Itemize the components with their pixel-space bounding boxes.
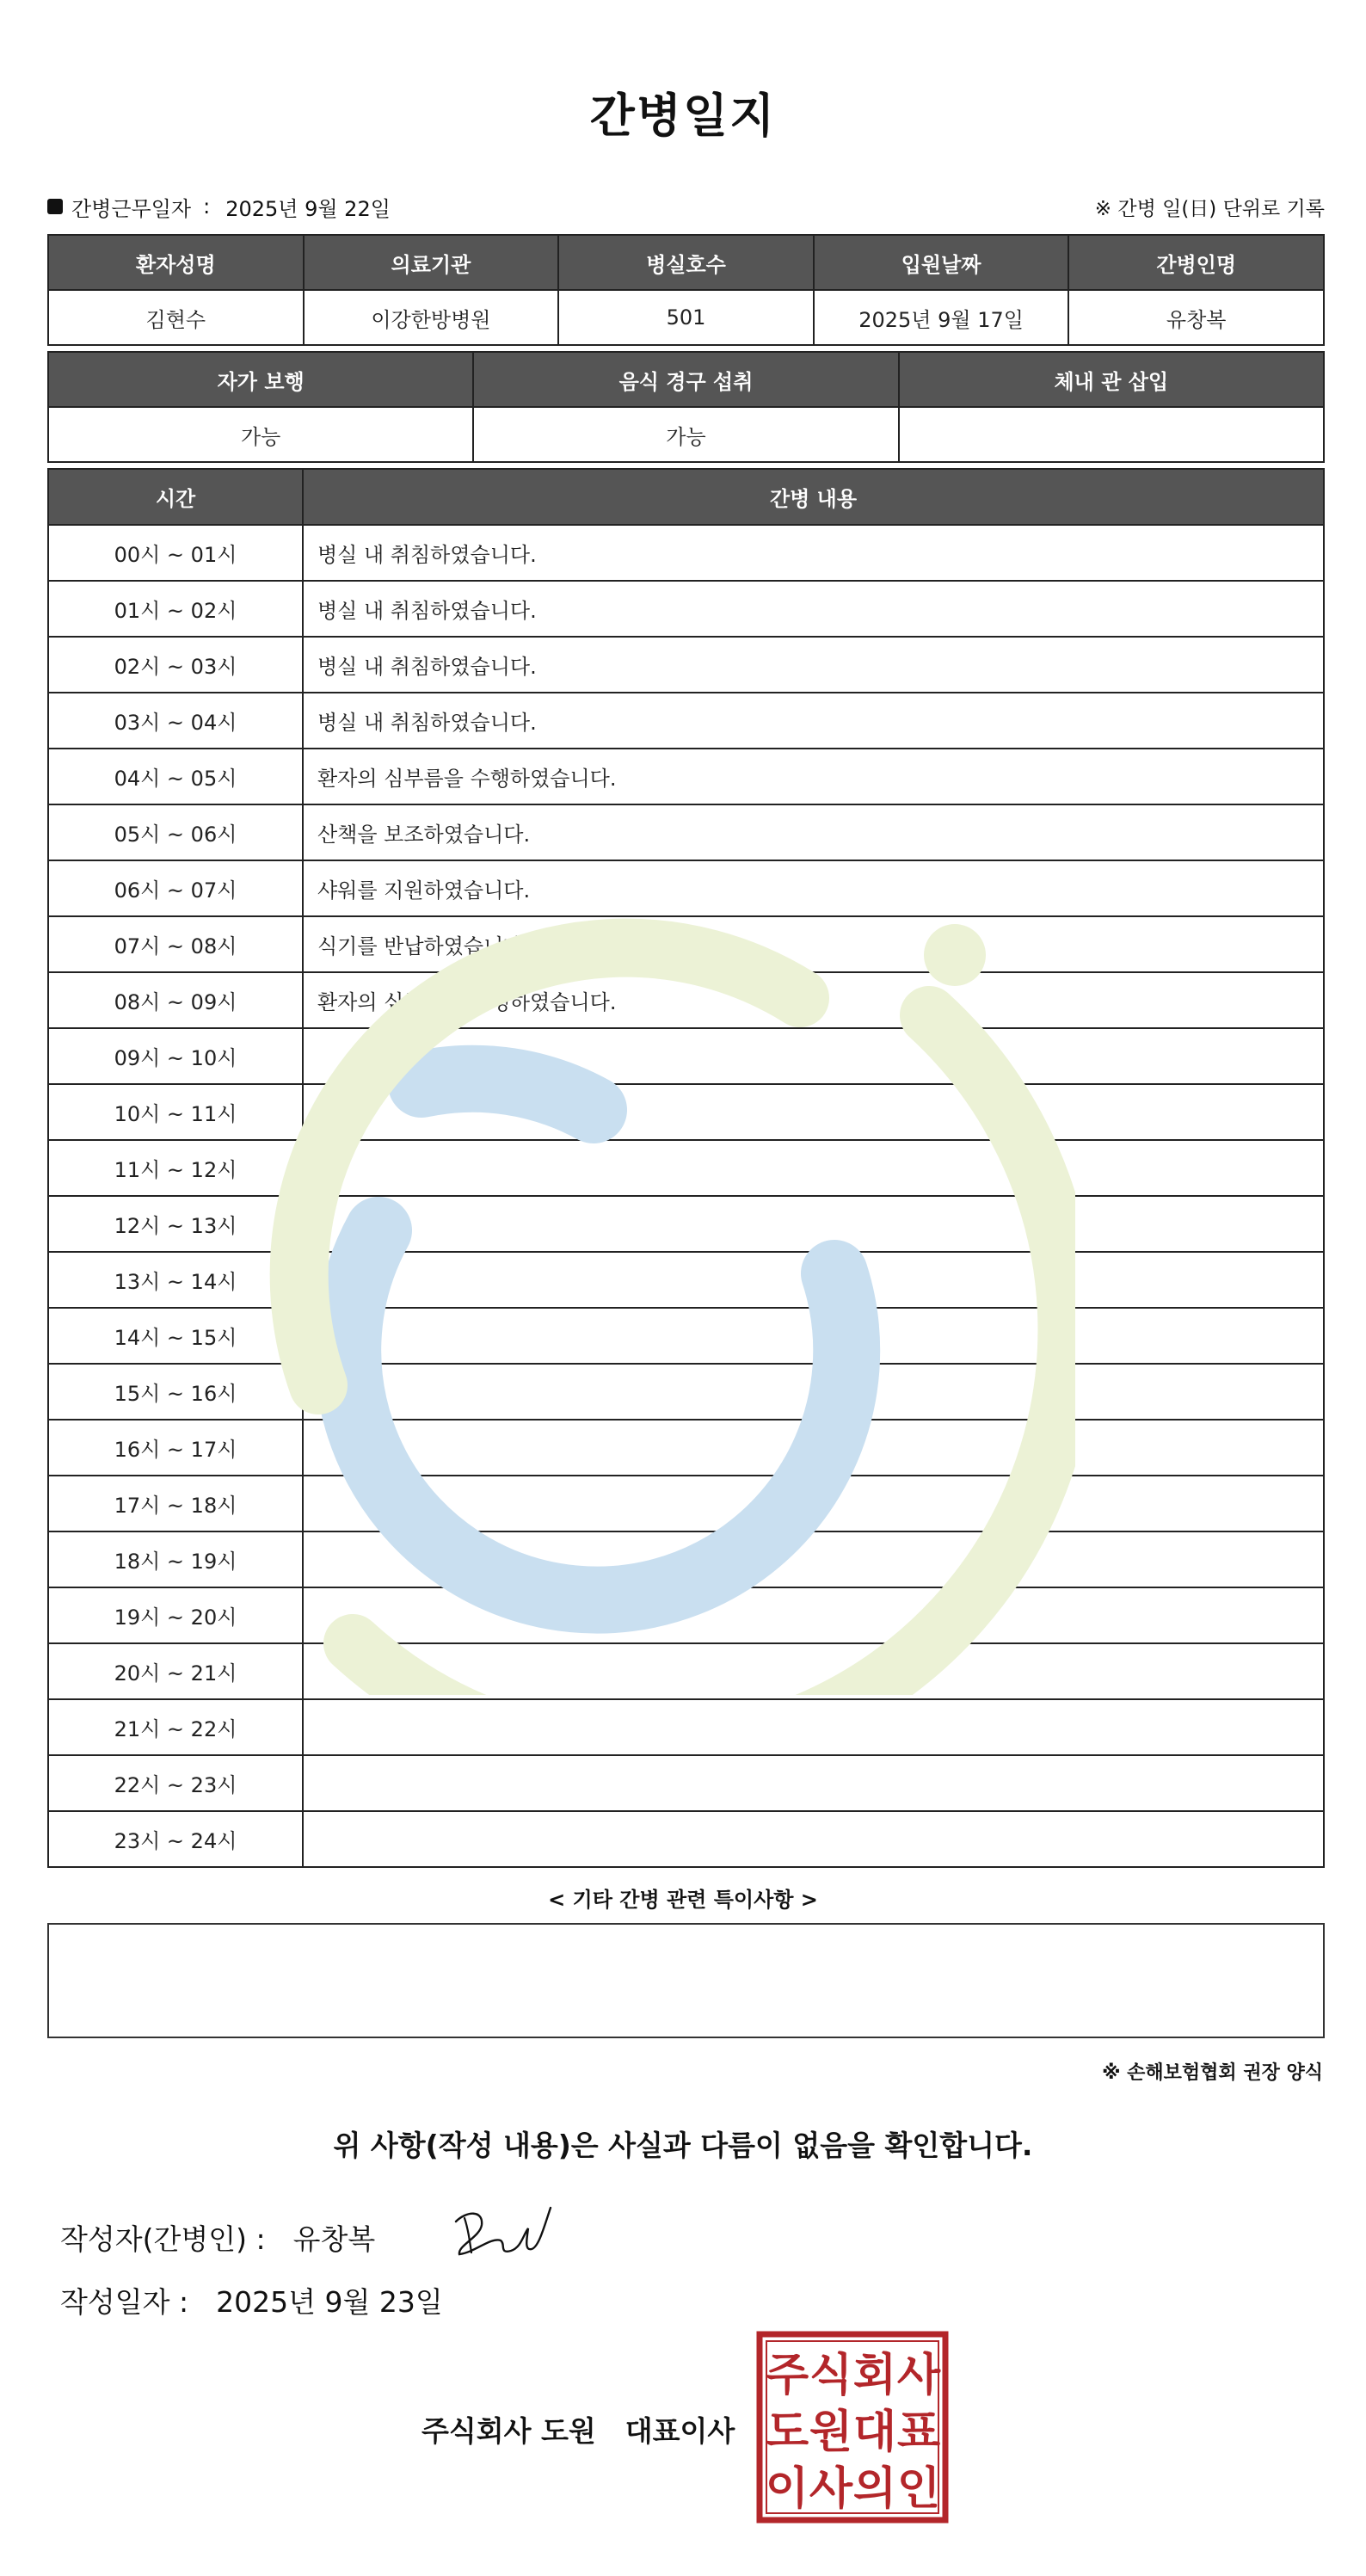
log-time-cell: 06시 ~ 07시 (48, 860, 303, 916)
hourly-care-log-table (47, 468, 1325, 1868)
written-date-row (60, 2280, 443, 2320)
log-row (48, 749, 1324, 804)
patient-name-header: 환자성명 (48, 235, 304, 290)
log-content-cell (303, 1028, 1324, 1084)
log-content-cell (303, 1699, 1324, 1755)
log-time-cell: 20시 ~ 21시 (48, 1643, 303, 1699)
admission-date-value: 2025년 9월 17일 (814, 290, 1069, 345)
log-header-row (48, 469, 1324, 525)
log-row (48, 1420, 1324, 1476)
seal-character: 원 (809, 2407, 853, 2458)
log-time-cell: 14시 ~ 15시 (48, 1308, 303, 1364)
log-content-cell (303, 1587, 1324, 1643)
company-representative: 대표이사 (625, 2414, 735, 2448)
work-date-group (47, 192, 391, 222)
writer-name: 유창복 (292, 2222, 376, 2256)
log-time-cell: 07시 ~ 08시 (48, 916, 303, 972)
company-seal-stamp-icon (755, 2330, 950, 2524)
log-row (48, 1364, 1324, 1420)
log-content-cell (303, 1364, 1324, 1420)
log-row (48, 637, 1324, 693)
log-content-cell (303, 1196, 1324, 1252)
log-time-cell: 17시 ~ 18시 (48, 1476, 303, 1531)
work-date-value: 2025년 9월 22일 (225, 196, 391, 221)
log-row (48, 1811, 1324, 1867)
log-row (48, 1643, 1324, 1699)
log-row (48, 693, 1324, 749)
log-content-cell (303, 1252, 1324, 1308)
room-number-value: 501 (558, 290, 814, 345)
ability-header-row (48, 352, 1324, 407)
log-time-cell: 09시 ~ 10시 (48, 1028, 303, 1084)
internal-tube-value (899, 407, 1324, 462)
log-row (48, 804, 1324, 860)
log-time-cell: 02시 ~ 03시 (48, 637, 303, 693)
seal-character: 회 (852, 2350, 897, 2401)
log-content-cell: 환자의 심부름을 수행하였습니다. (303, 972, 1324, 1028)
seal-character: 이 (765, 2463, 809, 2515)
log-content-cell (303, 1531, 1324, 1587)
log-time-cell: 13시 ~ 14시 (48, 1252, 303, 1308)
log-content-cell (303, 1755, 1324, 1811)
log-content-cell: 식기를 반납하였습니다. (303, 916, 1324, 972)
log-time-cell: 22시 ~ 23시 (48, 1755, 303, 1811)
log-content-cell: 환자의 심부름을 수행하였습니다. (303, 749, 1324, 804)
log-time-cell: 08시 ~ 09시 (48, 972, 303, 1028)
company-name: 주식회사 도원 (421, 2414, 596, 2448)
oral-intake-header: 음식 경구 섭취 (473, 352, 898, 407)
log-row (48, 1755, 1324, 1811)
written-date-label: 작성일자 : (60, 2285, 189, 2319)
self-walking-header: 자가 보행 (48, 352, 473, 407)
oral-intake-value: 가능 (473, 407, 898, 462)
company-signature-line (421, 2409, 735, 2450)
record-unit-note: ※ 간병 일(日) 단위로 기록 (1094, 197, 1325, 220)
seal-character: 인 (896, 2463, 941, 2515)
ability-value-row (48, 407, 1324, 462)
log-time-cell: 18시 ~ 19시 (48, 1531, 303, 1587)
log-time-cell: 10시 ~ 11시 (48, 1084, 303, 1140)
log-time-cell: 03시 ~ 04시 (48, 693, 303, 749)
admission-date-header: 입원날짜 (814, 235, 1069, 290)
log-content-cell (303, 1476, 1324, 1531)
seal-character: 의 (852, 2463, 897, 2515)
log-content-cell (303, 1420, 1324, 1476)
log-time-cell: 00시 ~ 01시 (48, 525, 303, 581)
log-time-cell: 04시 ~ 05시 (48, 749, 303, 804)
log-row (48, 1028, 1324, 1084)
log-row (48, 916, 1324, 972)
work-date-colon: : (203, 194, 211, 219)
log-row (48, 1084, 1324, 1140)
form-source-note: ※ 손해보험협회 권장 양식 (1102, 2062, 1323, 2084)
log-content-cell: 병실 내 취침하였습니다. (303, 581, 1324, 637)
log-content-cell (303, 1084, 1324, 1140)
log-content-cell (303, 1140, 1324, 1196)
square-bullet-icon (47, 199, 63, 214)
self-walking-value: 가능 (48, 407, 473, 462)
log-row (48, 1531, 1324, 1587)
log-content-cell: 산책을 보조하였습니다. (303, 804, 1324, 860)
log-row (48, 860, 1324, 916)
log-time-cell: 01시 ~ 02시 (48, 581, 303, 637)
remarks-box (47, 1923, 1325, 2038)
log-row (48, 581, 1324, 637)
seal-character: 주 (765, 2350, 809, 2401)
hospital-value: 이강한방병원 (304, 290, 559, 345)
log-row (48, 972, 1324, 1028)
log-row (48, 1699, 1324, 1755)
time-header: 시간 (48, 469, 303, 525)
seal-character: 식 (809, 2350, 853, 2401)
log-content-cell: 병실 내 취침하였습니다. (303, 525, 1324, 581)
log-time-cell: 15시 ~ 16시 (48, 1364, 303, 1420)
log-time-cell: 05시 ~ 06시 (48, 804, 303, 860)
log-row (48, 1252, 1324, 1308)
log-time-cell: 12시 ~ 13시 (48, 1196, 303, 1252)
patient-info-header-row (48, 235, 1324, 290)
internal-tube-header: 체내 관 삽입 (899, 352, 1324, 407)
log-time-cell: 11시 ~ 12시 (48, 1140, 303, 1196)
caregiver-name-header: 간병인명 (1068, 235, 1324, 290)
writer-row (60, 2217, 375, 2258)
log-row (48, 1587, 1324, 1643)
log-content-cell (303, 1308, 1324, 1364)
confirmation-statement: 위 사항(작성 내용)은 사실과 다름이 없음을 확인합니다. (333, 2129, 1033, 2162)
log-row (48, 1308, 1324, 1364)
log-time-cell: 23시 ~ 24시 (48, 1811, 303, 1867)
log-row (48, 1476, 1324, 1531)
log-content-cell: 샤워를 지원하였습니다. (303, 860, 1324, 916)
log-content-cell: 병실 내 취침하였습니다. (303, 637, 1324, 693)
log-time-cell: 21시 ~ 22시 (48, 1699, 303, 1755)
log-content-cell (303, 1811, 1324, 1867)
patient-name-value: 김현수 (48, 290, 304, 345)
handwritten-signature-icon (449, 2203, 557, 2263)
patient-ability-table (47, 351, 1325, 463)
seal-character: 표 (896, 2407, 941, 2458)
seal-character: 도 (765, 2407, 809, 2458)
writer-label: 작성자(간병인) : (60, 2222, 266, 2256)
care-content-header: 간병 내용 (303, 469, 1324, 525)
log-content-cell: 병실 내 취침하였습니다. (303, 693, 1324, 749)
log-time-cell: 19시 ~ 20시 (48, 1587, 303, 1643)
patient-info-table (47, 234, 1325, 346)
remarks-title: < 기타 간병 관련 특이사항 > (548, 1888, 818, 1912)
written-date-value: 2025년 9월 23일 (216, 2285, 443, 2319)
work-date-label: 간병근무일자 (71, 196, 192, 221)
log-content-cell (303, 1643, 1324, 1699)
caregiver-name-value: 유창복 (1068, 290, 1324, 345)
room-number-header: 병실호수 (558, 235, 814, 290)
meta-row (47, 191, 1325, 222)
seal-character: 대 (852, 2407, 897, 2458)
seal-character: 사 (809, 2463, 853, 2515)
log-time-cell: 16시 ~ 17시 (48, 1420, 303, 1476)
document-title: 간병일지 (589, 89, 777, 143)
log-row (48, 1140, 1324, 1196)
hospital-header: 의료기관 (304, 235, 559, 290)
patient-info-value-row (48, 290, 1324, 345)
log-row (48, 525, 1324, 581)
log-row (48, 1196, 1324, 1252)
seal-character: 사 (896, 2350, 941, 2401)
